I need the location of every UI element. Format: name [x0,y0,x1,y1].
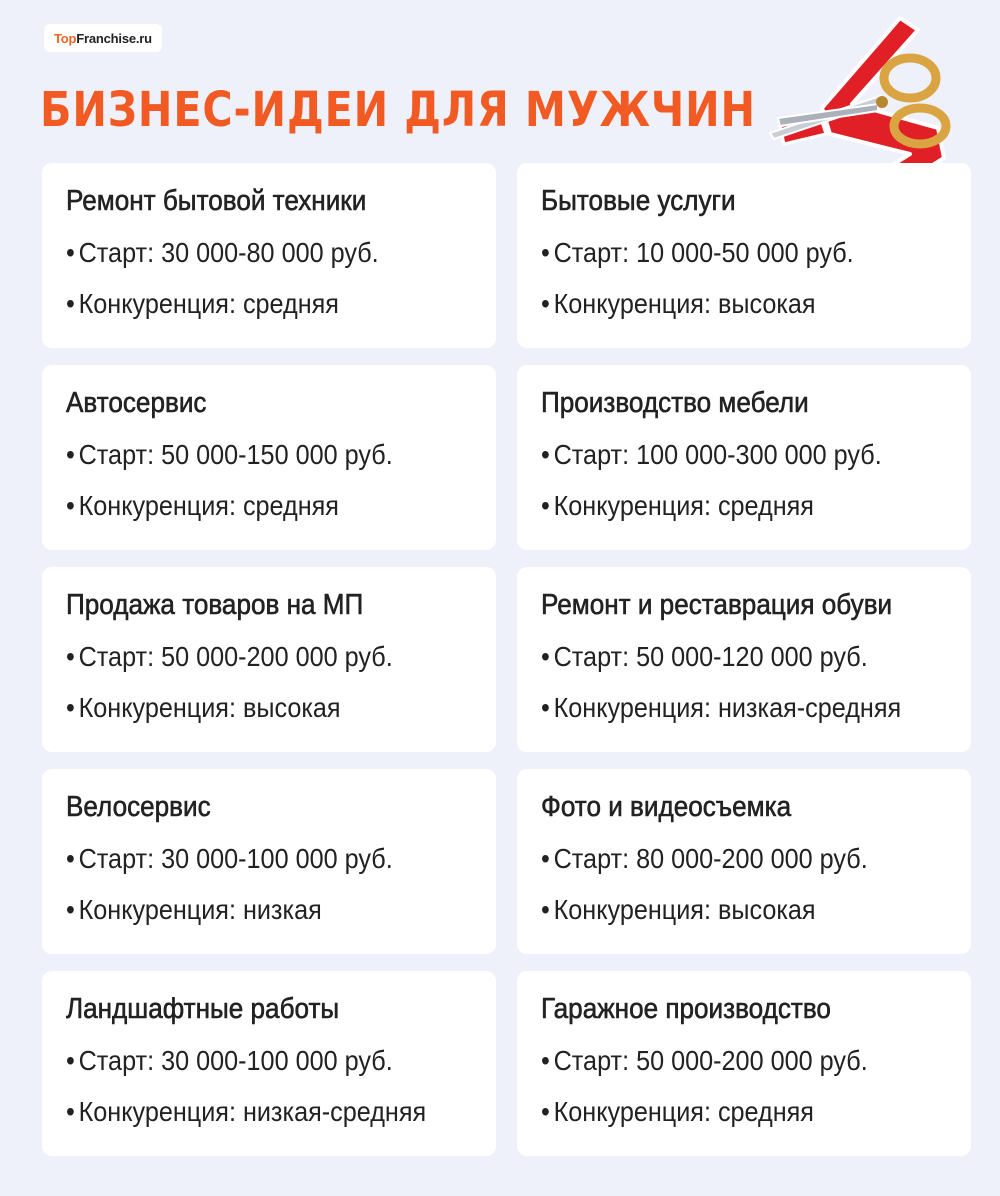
idea-title: Гаражное производство [541,993,831,1025]
idea-competition [541,1094,928,1130]
idea-competition [541,286,928,322]
start-cost-text: Старт: 10 000-50 000 руб. [553,237,854,268]
idea-start-cost [66,235,453,271]
competition-text: Конкуренция: высокая [553,894,816,925]
start-cost-text: Старт: 100 000-300 000 руб. [553,439,882,470]
idea-title: Ремонт бытовой техники [66,185,367,217]
idea-card [517,163,971,348]
idea-title: Бытовые услуги [541,185,736,217]
logo-rest: Franchise.ru [76,30,152,46]
start-cost-text: Старт: 50 000-150 000 руб. [78,439,393,470]
bullet-mark: • [541,439,550,470]
idea-card [517,769,971,954]
idea-competition [541,488,928,524]
bullet-mark: • [66,288,75,319]
competition-text: Конкуренция: средняя [553,490,814,521]
idea-competition [66,690,453,726]
idea-card [42,567,496,752]
start-cost-text: Старт: 80 000-200 000 руб. [553,843,868,874]
idea-title: Производство мебели [541,387,809,419]
idea-start-cost [66,437,453,473]
start-cost-text: Старт: 50 000-200 000 руб. [553,1045,868,1076]
idea-competition [66,488,453,524]
idea-card [517,567,971,752]
start-cost-text: Старт: 30 000-100 000 руб. [78,843,393,874]
bullet-mark: • [66,1096,75,1127]
idea-competition [66,286,453,322]
idea-card [517,365,971,550]
idea-title: Автосервис [66,387,207,419]
bullet-mark: • [66,641,75,672]
start-cost-text: Старт: 30 000-80 000 руб. [78,237,379,268]
competition-text: Конкуренция: высокая [553,288,816,319]
idea-start-cost [541,841,928,877]
idea-start-cost [66,639,453,675]
bullet-mark: • [541,641,550,672]
bullet-mark: • [66,237,75,268]
bullet-mark: • [541,237,550,268]
competition-text: Конкуренция: средняя [78,490,339,521]
bullet-mark: • [541,1096,550,1127]
page-title: БИЗНЕС-ИДЕИ ДЛЯ МУЖЧИН [40,82,756,138]
bullet-mark: • [541,894,550,925]
idea-start-cost [541,639,928,675]
idea-card [42,971,496,1156]
logo-prefix: Top [54,30,77,46]
competition-text: Конкуренция: средняя [553,1096,814,1127]
idea-title: Фото и видеосъемка [541,791,792,823]
competition-text: Конкуренция: высокая [78,692,341,723]
start-cost-text: Старт: 30 000-100 000 руб. [78,1045,393,1076]
idea-title: Ландшафтные работы [66,993,340,1025]
start-cost-text: Старт: 50 000-200 000 руб. [78,641,393,672]
idea-card [42,769,496,954]
bullet-mark: • [541,490,550,521]
competition-text: Конкуренция: низкая-средняя [553,692,902,723]
competition-text: Конкуренция: низкая [78,894,322,925]
bullet-mark: • [66,1045,75,1076]
idea-competition [66,1094,453,1130]
competition-text: Конкуренция: средняя [78,288,339,319]
bullet-mark: • [66,843,75,874]
idea-card [517,971,971,1156]
idea-competition [66,892,453,928]
start-cost-text: Старт: 50 000-120 000 руб. [553,641,868,672]
idea-card [42,365,496,550]
idea-competition [541,892,928,928]
bullet-mark: • [66,490,75,521]
competition-text: Конкуренция: низкая-средняя [78,1096,427,1127]
bullet-mark: • [66,692,75,723]
idea-start-cost [541,235,928,271]
ideas-grid [42,163,971,1156]
idea-competition [541,690,928,726]
bullet-mark: • [66,894,75,925]
brand-logo[interactable] [44,24,162,52]
bullet-mark: • [541,692,550,723]
idea-card [42,163,496,348]
bullet-mark: • [66,439,75,470]
idea-start-cost [541,1043,928,1079]
idea-title: Продажа товаров на МП [66,589,364,621]
idea-start-cost [66,841,453,877]
bullet-mark: • [541,843,550,874]
bullet-mark: • [541,1045,550,1076]
idea-start-cost [66,1043,453,1079]
idea-start-cost [541,437,928,473]
idea-title: Велосервис [66,791,211,823]
idea-title: Ремонт и реставрация обуви [541,589,893,621]
bullet-mark: • [541,288,550,319]
